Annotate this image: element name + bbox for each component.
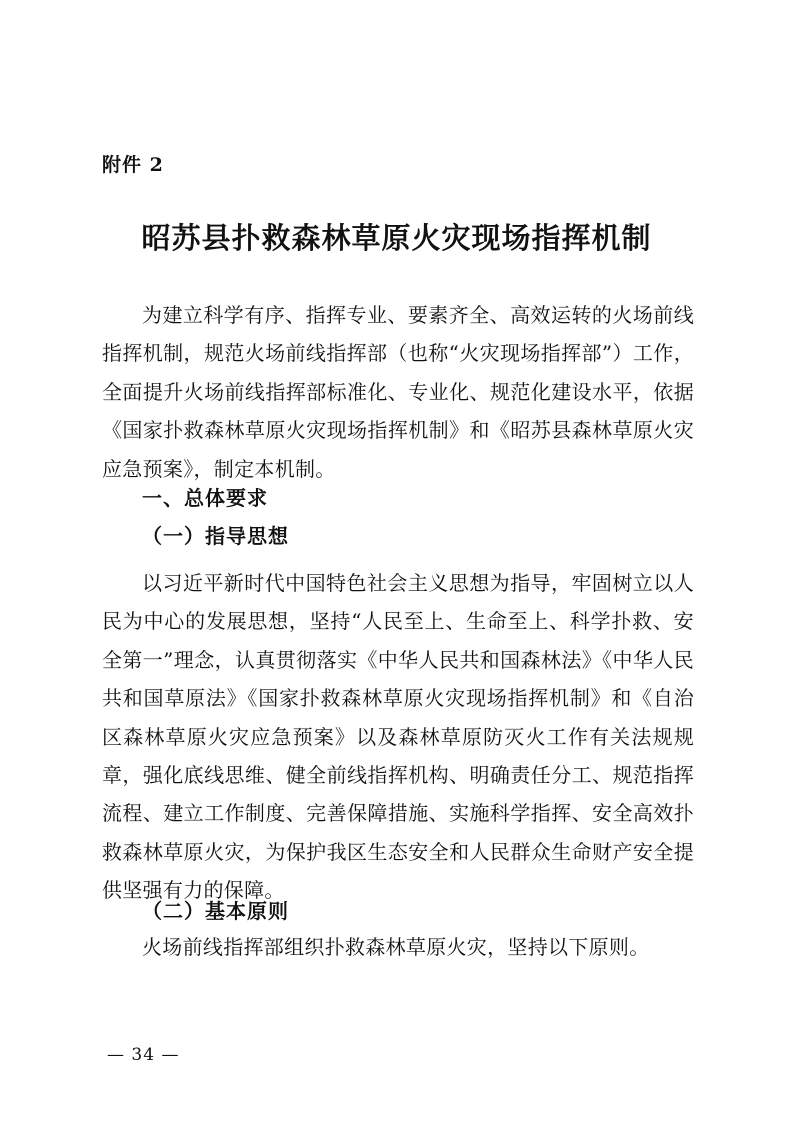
section-heading-general-requirements: 一、总体要求 <box>142 486 268 510</box>
subsection-heading-guiding-ideology: （一）指导思想 <box>142 524 289 548</box>
subsection-heading-basic-principles: （二）基本原则 <box>142 899 289 923</box>
attachment-label: 附件 2 <box>102 154 164 176</box>
document-title: 昭苏县扑救森林草原火灾现场指挥机制 <box>141 221 652 255</box>
guiding-ideology-paragraph: 以习近平新时代中国特色社会主义思想为指导，牢固树立以人民为中心的发展思想，坚持“人民至上、生命至上、科学扑救、安全第一”理念，认真贯彻落实《中华人民共和国森林法》《中华人民共和国草原法》《国家扑救森林草原火灾现场指挥机制》和《自治区森林草原火灾应急预案》以及森林草原防灭火工作有关法规规章，强化底线思维、健全前线指挥机构、明确责任分工、规范指挥流程、建立工作制度、完善保障措施、实施科学指挥、安全高效扑救森林草原火灾，为保护我区生态安全和人民群众生命财产安全提供坚强有力的保障。 <box>102 571 694 903</box>
basic-principles-paragraph: 火场前线指挥部组织扑救森林草原火灾，坚持以下原则。 <box>142 935 650 959</box>
page-number: — 34 — <box>107 1045 180 1065</box>
intro-paragraph: 为建立科学有序、指挥专业、要素齐全、高效运转的火场前线指挥机制，规范火场前线指挥部（也称“火灾现场指挥部”）工作，全面提升火场前线指挥部标准化、专业化、规范化建设水平，依据《国家扑救森林草原火灾现场指挥机制》和《昭苏县森林草原火灾应急预案》，制定本机制。 <box>102 303 694 481</box>
